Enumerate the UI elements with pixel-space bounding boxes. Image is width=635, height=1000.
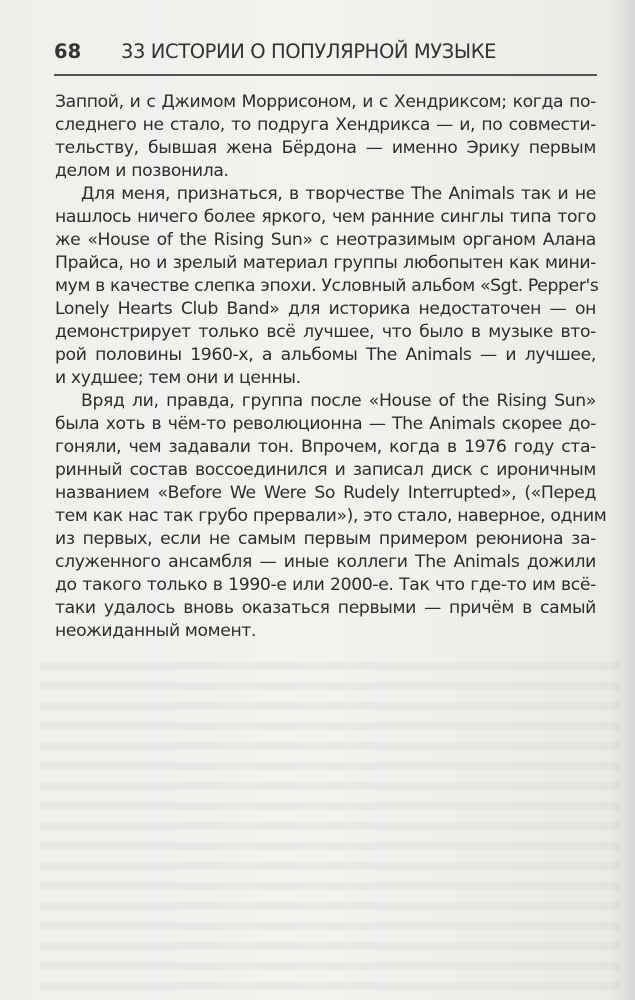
text-line: была хоть в чём-то революционна — The Animals скорее до- <box>55 414 596 434</box>
text-line: Для меня, признаться, в творчестве The Animals так и не <box>81 184 596 204</box>
page-number: 68 <box>54 40 82 63</box>
paragraph <box>55 183 599 390</box>
body-text <box>55 91 607 643</box>
paragraph <box>55 91 596 183</box>
text-line: же «House of the Rising Sun» с неотразимым органом Алана <box>55 230 596 250</box>
text-line: Lonely Hearts Club Band» для историка недостаточен — он <box>55 299 596 319</box>
text-line: рой половины 1960-х, а альбомы The Animals — и лучшее, <box>55 345 596 365</box>
paragraph <box>55 390 607 643</box>
running-title: 33 ИСТОРИИ О ПОПУЛЯРНОЙ МУЗЫКЕ <box>121 40 497 63</box>
text-line: тельству, бывшая жена Бёрдона — именно Эрику первым <box>55 138 596 158</box>
text-line: до такого только в 1990-е или 2000-е. Так что где-то им всё- <box>55 575 596 595</box>
text-line: названием «Before We Were So Rudely Interrupted», («Перед <box>55 483 596 503</box>
text-line: Заппой, и с Джимом Моррисоном, и с Хендриксом; когда по- <box>55 92 596 112</box>
text-line: Прайса, но и зрелый материал группы любопытен как мини- <box>55 253 596 273</box>
text-line: служенного ансамбля — иные коллеги The Animals дожили <box>55 552 596 572</box>
text-line: из первых, если не самым первым примером реюниона за- <box>55 529 596 549</box>
text-line: тем как нас так грубо прервали»), это стало, наверное, одним <box>55 506 607 526</box>
text-line: неожиданный момент. <box>55 621 257 641</box>
text-line: ринный состав воссоединился и записал диск с ироничным <box>55 460 596 480</box>
text-line: таки удалось вновь оказаться первыми — причём в самый <box>55 598 596 618</box>
text-line: нашлось ничего более яркого, чем ранние синглы типа того <box>55 207 596 227</box>
text-line: гоняли, чем задавали тон. Впрочем, когда в 1976 году ста- <box>55 437 596 457</box>
text-line: демонстрирует только всё лучшее, что было в музыке вто- <box>55 322 596 342</box>
text-line: Вряд ли, правда, группа после «House of the Rising Sun» <box>81 391 596 411</box>
header-rule <box>54 74 597 76</box>
bleed-through-text <box>40 650 620 1000</box>
page-header <box>54 40 597 74</box>
text-line: мум в качестве слепка эпохи. Условный альбом «Sgt. Pepper's <box>55 276 599 296</box>
text-line: следнего не стало, то подруга Хендрикса — и, по совмести- <box>55 115 596 135</box>
text-line: делом и позвонила. <box>55 161 229 181</box>
text-line: и худшее; тем они и ценны. <box>55 368 301 388</box>
